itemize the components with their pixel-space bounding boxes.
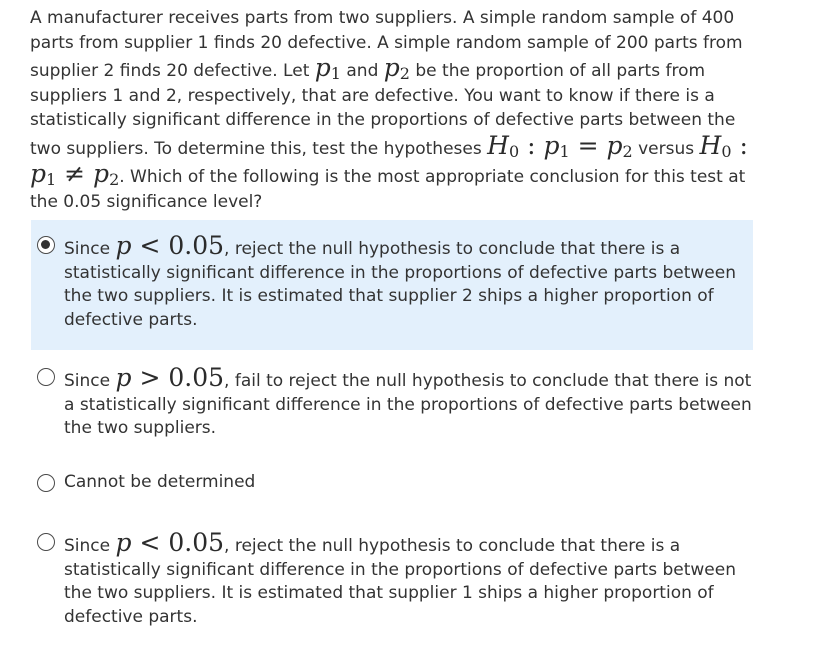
question-text-part: be the proportion of all parts from suppliers 1 and 2, respectively, that are defective. You want to know if there is a statistically significant difference in the proportions of defective parts between the two suppliers. To determine this, test the hypotheses <box>30 61 736 159</box>
alternative-hypothesis: $H_0$ : $p_1 \ne p_2$ <box>30 130 748 189</box>
answer-option-4[interactable] <box>31 517 753 637</box>
question-text <box>30 6 760 214</box>
answer-option-label: Since p > 0.05, fail to reject the null hypothesis to conclude that there is not a statistically significant difference in the proportions of defective parts between the two suppliers. <box>64 363 752 438</box>
answer-option-2[interactable] <box>31 352 753 452</box>
p-value-inequality: p < 0.05 <box>115 528 225 557</box>
answer-option-label: Cannot be determined <box>64 472 256 492</box>
question-text-part: versus <box>632 138 700 159</box>
p-value-inequality: p < 0.05 <box>115 231 225 260</box>
answer-option-label: Since p < 0.05, reject the null hypothesis to conclude that there is a statistically significant difference in the proportions of defective parts between the two suppliers. It is estimated that supplier 1 ships a higher proportion of defective parts. <box>64 528 736 627</box>
answer-option-3[interactable] <box>31 460 753 510</box>
radio-button[interactable] <box>37 474 55 492</box>
answer-option-label: Since p < 0.05, reject the null hypothesis to conclude that there is a statistically significant difference in the proportions of defective parts between the two suppliers. It is estimated that supplier 2 ships a higher proportion of defective parts. <box>64 231 736 330</box>
radio-button[interactable] <box>37 533 55 551</box>
null-hypothesis: $H_0$ : $p_1 = p_2$ <box>487 130 633 161</box>
question-text-part: and <box>340 61 384 81</box>
question-text-part: . Which of the following is the most appropriate conclusion for this test at the 0.05 significance level? <box>30 167 746 212</box>
question-text-part: A manufacturer receives parts from two suppliers. A simple random sample of 400 parts from supplier 1 finds 20 defective. A simple random sample of 200 parts from supplier 2 finds 20 defective. Let <box>30 8 743 81</box>
p2-symbol: $p_2$ <box>383 53 410 83</box>
radio-button[interactable] <box>37 368 55 386</box>
p1-symbol: $p_1$ <box>314 53 341 83</box>
answer-option-1[interactable] <box>31 220 753 350</box>
radio-button[interactable] <box>37 236 55 254</box>
p-value-inequality: p > 0.05 <box>115 363 225 392</box>
radio-selected-dot <box>41 240 50 249</box>
